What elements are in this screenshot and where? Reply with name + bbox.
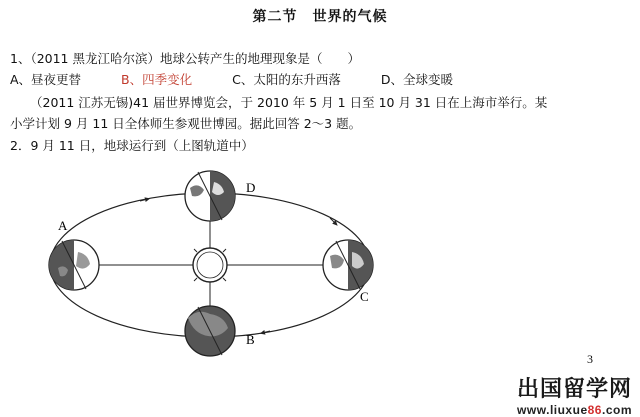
passage-line-2: 小学计划 9 月 11 日全体师生参观世博园。据此回答 2～3 题。	[10, 116, 362, 131]
label-d: D	[246, 180, 256, 195]
question-2-stem: 2．9 月 11 日，地球运行到（上图轨道中）	[10, 138, 254, 153]
question-1-options	[10, 70, 489, 88]
watermark-url-prefix: www.liuxue	[517, 403, 588, 417]
orbit-diagram	[30, 168, 410, 368]
watermark-url-suffix: .com	[601, 403, 632, 417]
label-a: A	[58, 218, 68, 233]
option-c: C、太阳的东升西落	[232, 72, 341, 87]
page-title: 第二节 世界的气候	[252, 9, 388, 25]
watermark-url-accent: 86	[587, 403, 602, 417]
watermark	[517, 372, 632, 417]
page-number: 3	[587, 352, 593, 366]
earth-icon-a	[49, 240, 99, 290]
option-d: D、全球变暖	[380, 72, 453, 87]
earth-icon-b	[185, 306, 235, 356]
option-b: B、四季变化	[121, 72, 193, 87]
sun-icon	[187, 242, 233, 288]
earth-icon-d	[185, 171, 235, 221]
earth-icon-c	[323, 240, 373, 290]
passage-line-1: （2011 江苏无锡)41 届世界博览会，于 2010 年 5 月 1 日至 10 月 31 日在上海市举行。某	[30, 95, 548, 110]
watermark-site-name: 出国留学网	[516, 377, 632, 402]
watermark-url	[517, 403, 632, 417]
option-a: A、昼夜更替	[10, 72, 82, 87]
label-c: C	[360, 289, 369, 304]
question-1-stem: 1、（2011 黑龙江哈尔滨）地球公转产生的地理现象是（ ）	[10, 51, 360, 66]
label-b: B	[246, 332, 255, 347]
